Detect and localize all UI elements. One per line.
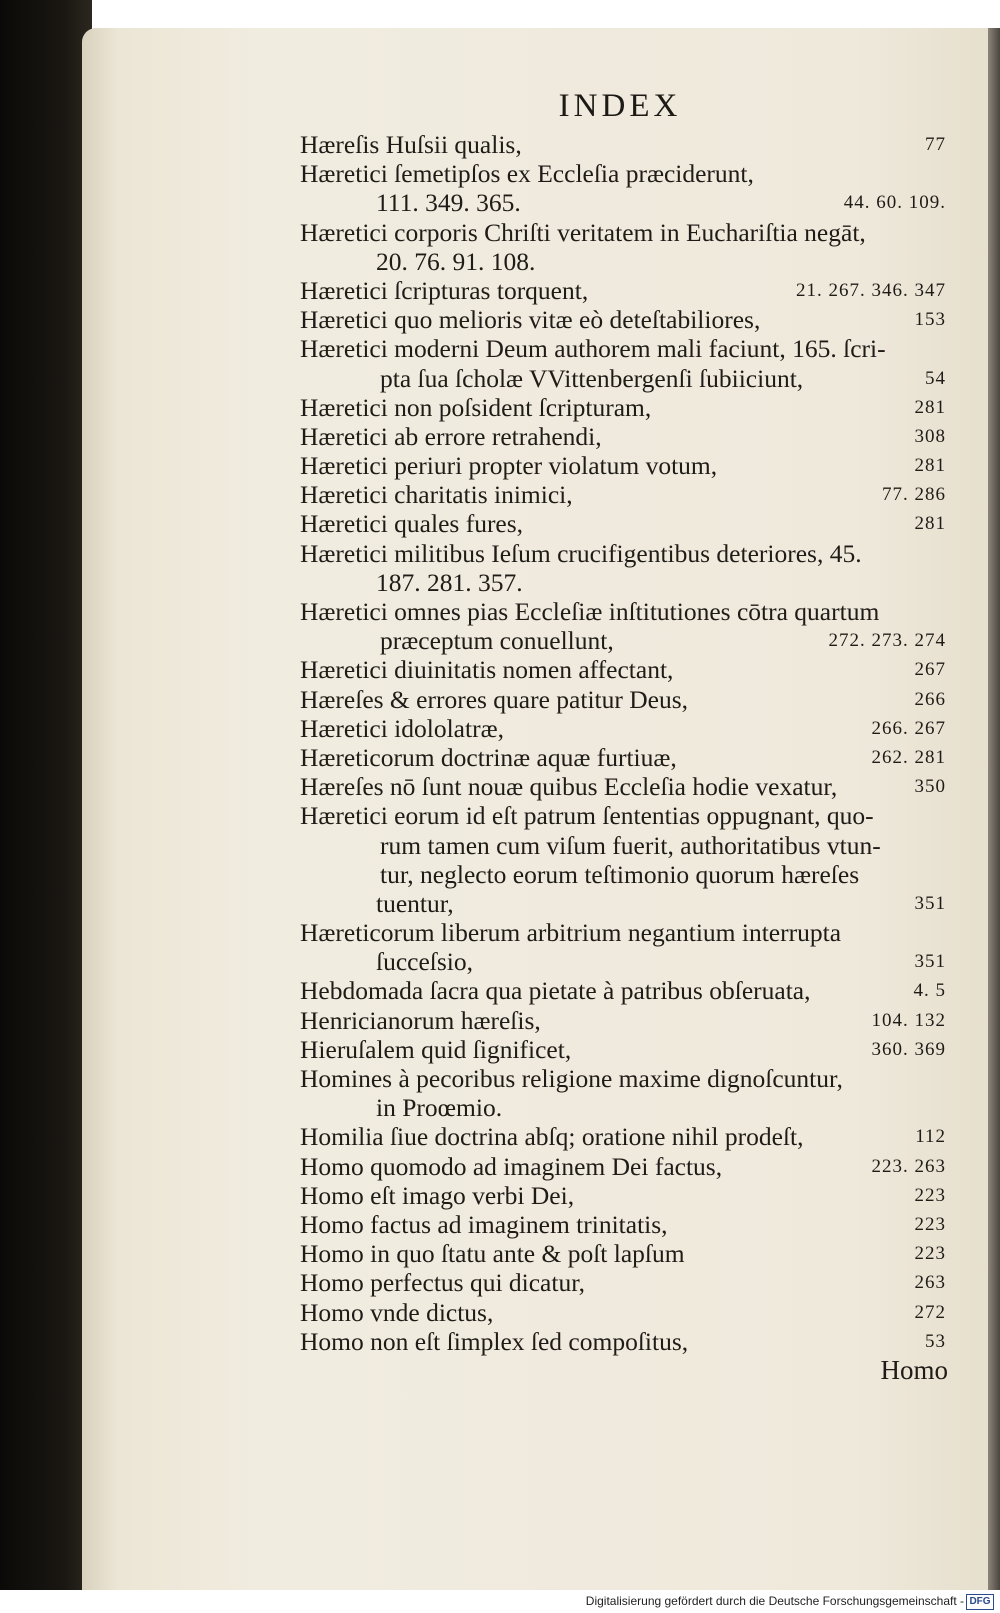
book-binding (0, 0, 92, 1590)
entry-text: Hæretici non poſsident ſcripturam, (300, 392, 652, 422)
entry-text: Homo quomodo ad imaginem Dei factus, (300, 1151, 723, 1181)
entry-headword-line (300, 218, 990, 247)
entry-headword-line (300, 539, 990, 568)
entry-page-refs: 351 (914, 892, 946, 914)
entry-text: Hæretici corporis Chriſti veritatem in Euchariſtia negāt, (300, 217, 866, 247)
entry-headword-line (300, 1327, 990, 1356)
footer-credit: Digitalisierung gefördert durch die Deutsche Forschungsgemeinschaft - (585, 1594, 964, 1608)
entry-headword-line (300, 509, 990, 538)
index-entry (300, 539, 990, 597)
entry-text: 20. 76. 91. 108. (376, 246, 536, 276)
entry-continuation-line (300, 364, 990, 393)
entry-headword-line (300, 1152, 990, 1181)
entry-text: rum tamen cum viſum fuerit, authoritatibus vtun- (380, 830, 881, 860)
entry-page-refs: 77 (925, 134, 946, 155)
entry-headword-line (300, 1064, 990, 1093)
entry-page-refs: 223 (914, 1184, 946, 1206)
running-head: INDEX (558, 88, 682, 124)
entry-page-refs: 54 (925, 367, 946, 389)
entry-headword-line (300, 422, 990, 451)
entry-headword-line (300, 1122, 990, 1151)
entry-text: Hæreticorum liberum arbitrium negantium interrupta (300, 918, 842, 948)
entry-text: Homo eſt imago verbi Dei, (300, 1180, 575, 1210)
entry-text: in Proœmio. (376, 1093, 503, 1123)
entry-page-refs: 360. 369 (871, 1038, 946, 1060)
entry-page-refs: 272 (914, 1301, 946, 1323)
entry-headword-line (300, 451, 990, 480)
entry-headword-line (300, 976, 990, 1005)
entry-headword-line (300, 1268, 990, 1297)
entry-page-refs: 104. 132 (871, 1009, 946, 1031)
entry-text: Hæretici militibus Ieſum crucifigentibus deteriores, 45. (300, 538, 862, 568)
entry-headword-line (300, 743, 990, 772)
entry-page-refs: 281 (914, 513, 946, 535)
index-entry (300, 1268, 990, 1297)
index-entry (300, 1298, 990, 1327)
index-entry (300, 1327, 990, 1356)
entry-text: Hæreſes nō ſunt nouæ quibus Eccleſia hodie vexatur, (300, 772, 838, 802)
index-entry (300, 1210, 990, 1239)
index-entry (300, 655, 990, 684)
entry-page-refs: 223 (914, 1243, 946, 1265)
entry-page-refs: 272. 273. 274 (828, 630, 946, 652)
index-entry (300, 451, 990, 480)
entry-headword-line (300, 597, 990, 626)
index-entry (300, 218, 990, 276)
entry-page-refs: 153 (914, 309, 946, 331)
index-entry (300, 130, 990, 159)
entry-headword-line (300, 1006, 990, 1035)
entry-continuation-line (300, 626, 990, 655)
entry-text: præceptum conuellunt, (380, 626, 614, 656)
entry-text: Homo perfectus qui dicatur, (300, 1268, 586, 1298)
footer-bar (0, 1590, 1000, 1613)
entry-text: Hæretici ab errore retrahendi, (300, 421, 602, 451)
entry-page-refs: 223. 263 (871, 1155, 946, 1177)
entry-headword-line (300, 334, 990, 363)
entry-page-refs: 267 (914, 659, 946, 681)
entry-page-refs: 263 (914, 1272, 946, 1294)
entry-continuation-line (300, 1093, 990, 1122)
entry-page-refs: 4. 5 (913, 980, 946, 1002)
entry-page-refs: 266. 267 (871, 717, 946, 739)
index-entry (300, 480, 990, 509)
entry-continuation-line (300, 568, 990, 597)
entry-headword-line (300, 159, 990, 188)
entry-text: Hæretici ſcripturas torquent, (300, 275, 589, 305)
entry-text: Homo factus ad imaginem trinitatis, (300, 1209, 668, 1239)
entry-text: ſucceſsio, (376, 947, 474, 977)
entry-text: Hæreticorum doctrinæ aquæ furtiuæ, (300, 742, 677, 772)
index-entry (300, 801, 990, 918)
index-entry (300, 305, 990, 334)
entry-continuation-line (300, 188, 990, 217)
index-entry (300, 1239, 990, 1268)
dfg-logo: DFG (966, 1594, 994, 1610)
entry-text: Hæreſes & errores quare patitur Deus, (300, 684, 689, 714)
entry-text: tuentur, (376, 888, 454, 918)
entry-headword-line (300, 276, 990, 305)
entry-text: 187. 281. 357. (376, 567, 523, 597)
catchword: Homo (880, 1355, 948, 1385)
index-entry (300, 976, 990, 1005)
entry-text: Hæretici periuri propter violatum votum, (300, 451, 718, 481)
entry-headword-line (300, 772, 990, 801)
entry-text: Hæreſis Huſsii qualis, (300, 130, 522, 159)
entry-headword-line (300, 801, 990, 830)
entry-headword-line (300, 1035, 990, 1064)
entry-page-refs: 351 (914, 951, 946, 973)
entry-page-refs: 281 (914, 455, 946, 477)
entry-text: Hebdomada ſacra qua pietate à patribus obſeruata, (300, 976, 811, 1006)
entry-continuation-line (300, 860, 990, 889)
entry-headword-line (300, 655, 990, 684)
entry-text: Hæretici charitatis inimici, (300, 480, 573, 510)
entry-page-refs: 223 (914, 1213, 946, 1235)
entry-text: pta ſua ſcholæ VVittenbergenſi ſubiiciunt, (380, 363, 804, 393)
index-entry (300, 1035, 990, 1064)
entry-continuation-line (300, 831, 990, 860)
index-entry (300, 1181, 990, 1210)
entry-text: Hieruſalem quid ſignificet, (300, 1034, 572, 1064)
index-entry (300, 918, 990, 976)
index-entry (300, 509, 990, 538)
index-entry (300, 714, 990, 743)
entry-text: Homo in quo ſtatu ante & poſt lapſum (300, 1239, 685, 1269)
entry-page-refs: 281 (914, 396, 946, 418)
entry-continuation-line (300, 247, 990, 276)
entry-text: Hæretici eorum id eſt patrum ſententias oppugnant, quo- (300, 801, 874, 831)
index-entry (300, 159, 990, 217)
entry-headword-line (300, 480, 990, 509)
entry-text: Homo vnde dictus, (300, 1297, 494, 1327)
entry-page-refs: 112 (915, 1126, 946, 1148)
entry-page-refs: 21. 267. 346. 347 (796, 279, 946, 301)
index-entry (300, 1064, 990, 1122)
entry-text: Henricianorum hæreſis, (300, 1005, 541, 1035)
index-entry (300, 1122, 990, 1151)
entry-page-refs: 53 (925, 1330, 946, 1352)
entry-page-refs: 308 (914, 425, 946, 447)
entry-headword-line (300, 393, 990, 422)
entry-text: Hæretici ſemetipſos ex Eccleſia præciderunt, (300, 159, 754, 189)
entry-text: tur, neglecto eorum teſtimonio quorum hæreſes (380, 859, 860, 889)
index-entry (300, 743, 990, 772)
index-entry (300, 393, 990, 422)
index-entry (300, 422, 990, 451)
entry-page-refs: 262. 281 (871, 746, 946, 768)
entry-headword-line (300, 1298, 990, 1327)
entry-headword-line (300, 918, 990, 947)
index-entries (300, 130, 990, 1356)
entry-text: Homines à pecoribus religione maxime dignoſcuntur, (300, 1064, 843, 1093)
entry-page-refs: 266 (914, 688, 946, 710)
entry-text: Homilia ſiue doctrina abſq; oratione nihil prodeſt, (300, 1122, 804, 1152)
entry-headword-line (300, 130, 990, 159)
entry-text: Hæretici quo melioris vitæ eò deteſtabiliores, (300, 305, 761, 335)
entry-headword-line (300, 714, 990, 743)
entry-text: 111. 349. 365. (376, 188, 521, 218)
index-entry (300, 597, 990, 655)
entry-page-refs: 350 (914, 776, 946, 798)
entry-text: Hæretici diuinitatis nomen affectant, (300, 655, 674, 685)
entry-continuation-line (300, 889, 990, 918)
entry-headword-line (300, 1181, 990, 1210)
entry-headword-line (300, 1210, 990, 1239)
index-entry (300, 334, 990, 392)
index-entry (300, 276, 990, 305)
index-entry (300, 1152, 990, 1181)
index-entry (300, 685, 990, 714)
entry-headword-line (300, 1239, 990, 1268)
entry-headword-line (300, 685, 990, 714)
entry-continuation-line (300, 947, 990, 976)
entry-page-refs: 44. 60. 109. (843, 192, 946, 214)
index-entry (300, 1006, 990, 1035)
entry-headword-line (300, 305, 990, 334)
entry-page-refs: 77. 286 (882, 484, 946, 506)
entry-text: Hæretici quales fures, (300, 509, 524, 539)
entry-text: Hæretici moderni Deum authorem mali faciunt, 165. ſcri- (300, 334, 886, 364)
entry-text: Hæretici idololatræ, (300, 713, 504, 743)
entry-text: Hæretici omnes pias Eccleſiæ inſtitutiones cōtra quartum (300, 597, 880, 626)
index-entry (300, 772, 990, 801)
entry-text: Homo non eſt ſimplex ſed compoſitus, (300, 1326, 689, 1356)
